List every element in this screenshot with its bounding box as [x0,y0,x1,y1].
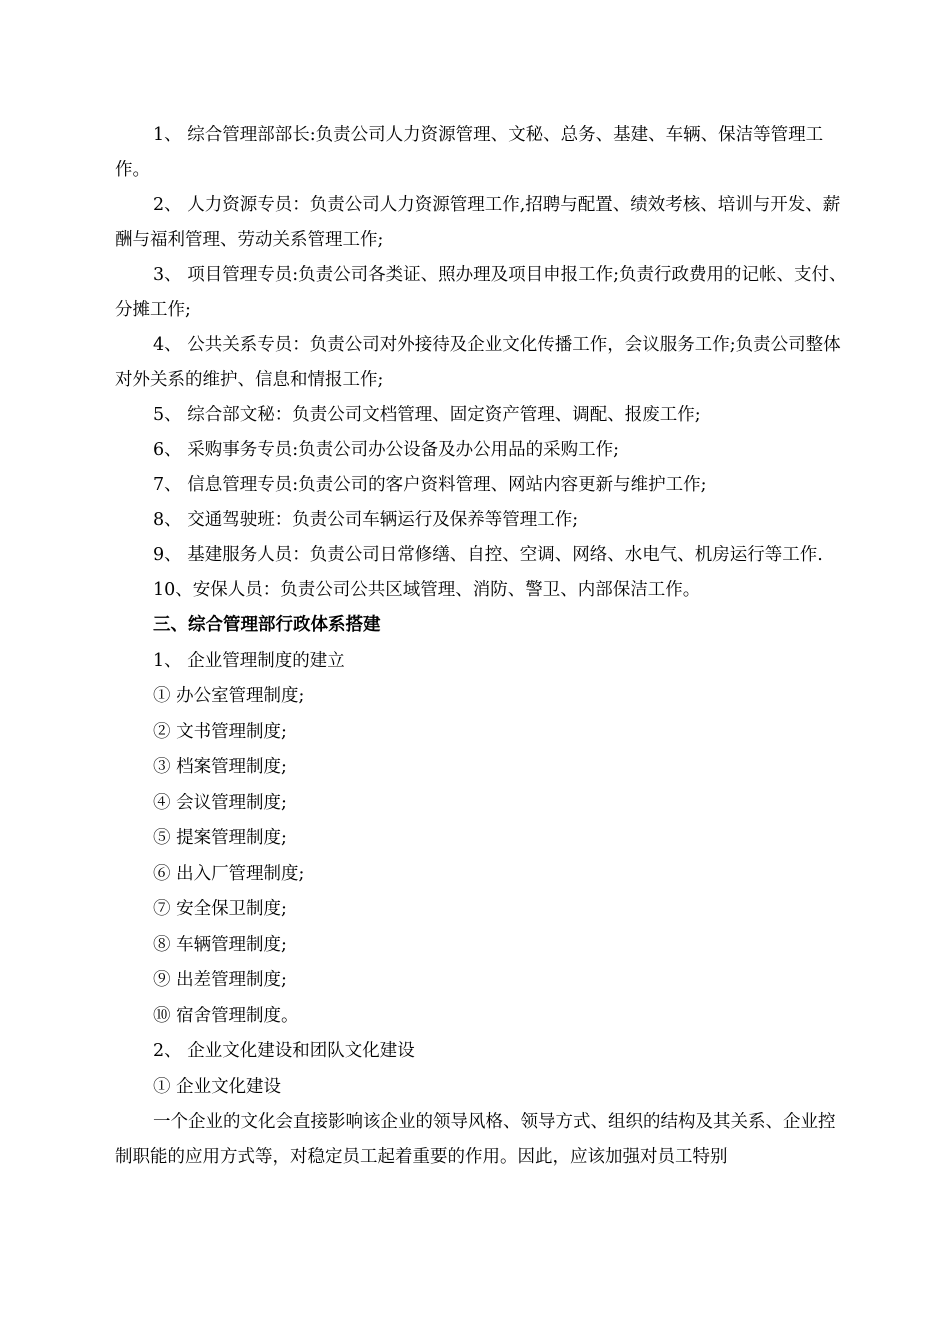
system-item-5: ⑤ 提案管理制度; [153,828,287,848]
duty-item-4: 4、 公共关系专员：负责公司对外接待及企业文化传播工作，会议服务工作;负责公司整体对外关系的维护、信息和情报工作; [115,335,841,390]
duty-item-5: 5、 综合部文秘：负责公司文档管理、固定资产管理、调配、报废工作; [153,405,701,425]
subsection-item-culture: ① 企业文化建设 [153,1076,282,1097]
section-heading: 三、综合管理部行政体系搭建 [153,615,381,635]
subsection-title-1: 1、 企业管理制度的建立 [153,650,345,671]
system-item-9: ⑨ 出差管理制度; [153,970,287,990]
duty-item-10: 10、安保人员：负责公司公共区域管理、消防、警卫、内部保洁工作。 [153,580,701,600]
duty-item-1: 1、 综合管理部部长:负责公司人力资源管理、文秘、总务、基建、车辆、保洁等管理工作。 [115,125,824,180]
duty-item-2: 2、 人力资源专员：负责公司人力资源管理工作,招聘与配置、绩效考核、培训与开发、薪酬与福利管理、劳动关系管理工作; [115,195,841,250]
duty-item-8: 8、 交通驾驶班：负责公司车辆运行及保养等管理工作; [153,510,579,530]
culture-paragraph: 一个企业的文化会直接影响该企业的领导风格、领导方式、组织的结构及其关系、企业控制职能的应用方式等，对稳定员工起着重要的作用。因此，应该加强对员工特别 [115,1112,836,1167]
system-item-10: ⑩ 宿舍管理制度。 [153,1005,299,1026]
system-item-6: ⑥ 出入厂管理制度; [153,863,305,884]
system-item-4: ④ 会议管理制度; [153,792,287,813]
system-item-8: ⑧ 车辆管理制度; [153,934,287,955]
subsection-title-2: 2、 企业文化建设和团队文化建设 [153,1041,415,1061]
system-item-2: ② 文书管理制度; [153,721,287,742]
system-item-1: ① 办公室管理制度; [153,686,305,706]
document-body [115,118,850,1175]
duty-item-7: 7、 信息管理专员:负责公司的客户资料管理、网站内容更新与维护工作; [153,475,707,495]
system-item-7: ⑦ 安全保卫制度; [153,899,287,919]
duty-item-3: 3、 项目管理专员:负责公司各类证、照办理及项目申报工作;负责行政费用的记帐、支付、分摊工作; [115,265,847,320]
duty-item-9: 9、 基建服务人员：负责公司日常修缮、自控、空调、网络、水电气、机房运行等工作. [153,545,823,565]
system-item-3: ③ 档案管理制度; [153,757,287,777]
duty-item-6: 6、 采购事务专员:负责公司办公设备及办公用品的采购工作; [153,440,619,460]
